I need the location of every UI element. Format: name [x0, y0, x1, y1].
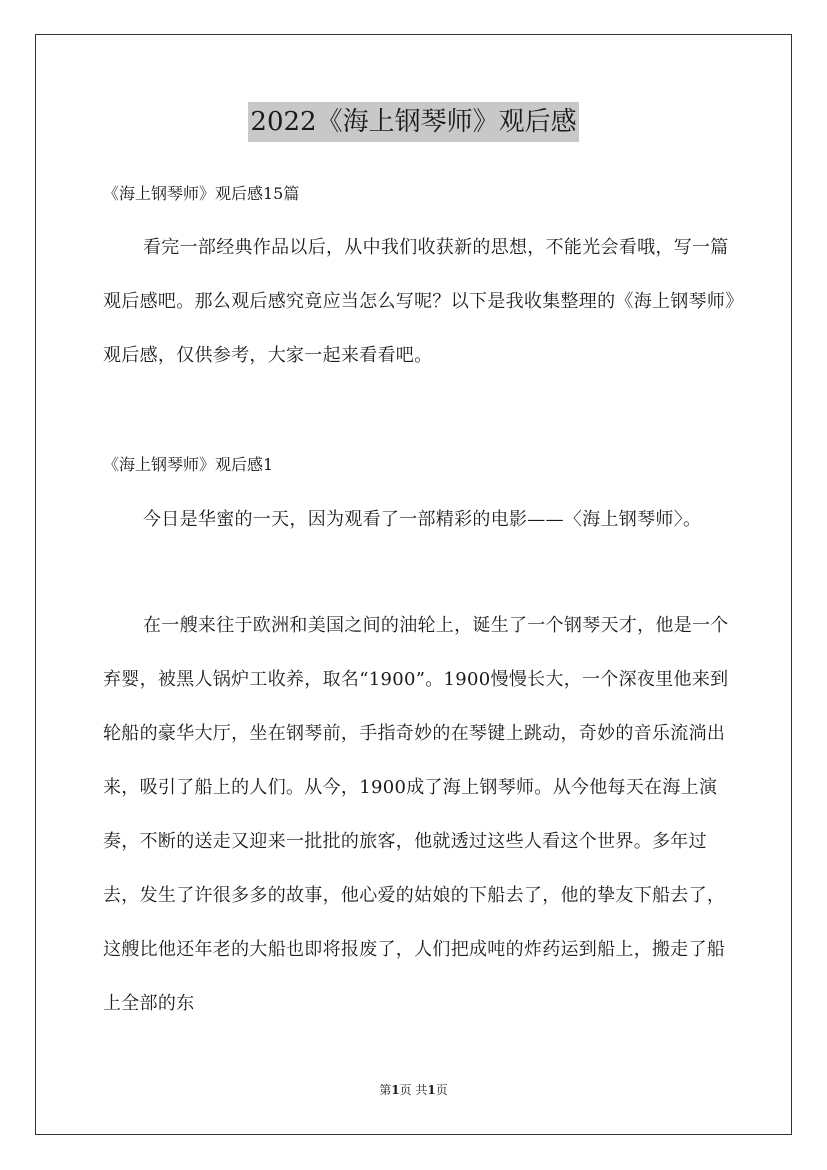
paragraph-1: 今日是华蜜的一天，因为观看了一部精彩的电影——〈海上钢琴师〉。: [143, 509, 702, 530]
section-heading: 《海上钢琴师》观后感1: [103, 455, 274, 474]
document-title: [0, 100, 827, 142]
footer-total-pages: 1: [427, 1083, 436, 1097]
footer-page-prefix: 第: [379, 1083, 392, 1097]
footer-total-suffix: 页: [435, 1083, 448, 1097]
paragraph-2: 在一艘来往于欧洲和美国之间的油轮上，诞生了一个钢琴天才，他是一个弃婴，被黑人锅炉工收养，取名“1900”。1900慢慢长大，一个深夜里他来到轮船的豪华大厅，坐在钢琴前，手指奇妙的在琴键上跳动，奇妙的音乐流淌出来，吸引了船上的人们。从今，1900成了海上钢琴师。从今他每天在海上演奏，不断的送走又迎来一批批的旅客，他就透过这些人看这个世界。多年过去，发生了许很多多的故事，他心爱的姑娘的下船去了，他的挚友下船去了，这艘比他还年老的大船也即将报废了，人们把成吨的炸药运到船上，搬走了船上全部的东: [103, 615, 729, 1014]
document-subtitle: 《海上钢琴师》观后感15篇: [103, 184, 300, 203]
footer-page-suffix: 页 共: [399, 1083, 428, 1097]
footer-page-number: 1: [391, 1083, 400, 1097]
document-title-text: 2022《海上钢琴师》观后感: [248, 102, 578, 142]
intro-paragraph: 看完一部经典作品以后，从中我们收获新的思想，不能光会看哦，写一篇观后感吧。那么观后感究竟应当怎么写呢？以下是我收集整理的《海上钢琴师》观后感，仅供参考，大家一起来看看吧。: [103, 237, 735, 366]
page-footer: [0, 1080, 827, 1100]
